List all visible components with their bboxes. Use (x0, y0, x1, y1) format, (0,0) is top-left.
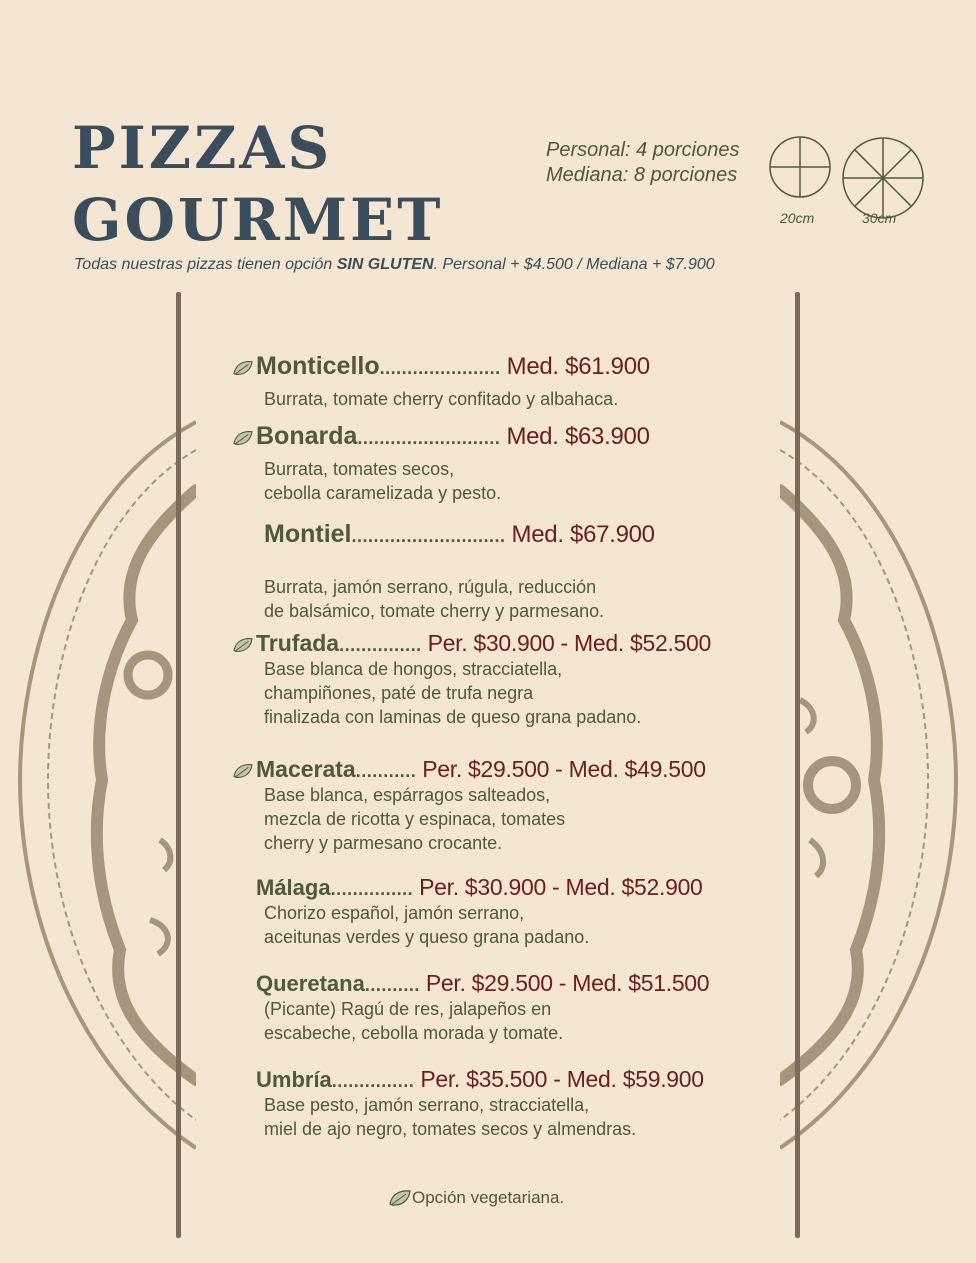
menu-item-header (230, 520, 790, 549)
gluten-free-note (74, 256, 715, 274)
description-line: aceitunas verdes y queso grana padano. (264, 927, 590, 947)
menu-item-header (230, 756, 790, 783)
menu-item-header (230, 630, 790, 657)
menu-item-header (230, 422, 790, 451)
menu-item (230, 874, 790, 949)
description-line: Base blanca, espárragos salteados, (264, 785, 551, 805)
pizza-price: Med. $61.900 (506, 353, 650, 380)
pizza-name: Bonarda (256, 422, 358, 450)
leaf-icon (388, 1188, 412, 1208)
pizza-name: Trufada (256, 630, 340, 656)
description-line: Burrata, tomates secos, (264, 459, 455, 479)
dot-leader: ........... (355, 761, 417, 781)
menu-item (230, 630, 790, 729)
dot-leader: ............... (331, 1071, 415, 1091)
pizza-description (264, 997, 790, 1045)
menu-item (230, 756, 790, 855)
menu-item (230, 970, 790, 1045)
description-line: Burrata, jamón serrano, rúgula, reducción (264, 577, 597, 597)
pizza-description (264, 657, 790, 729)
dot-leader: ............................ (351, 526, 506, 546)
vegetarian-legend (388, 1188, 564, 1208)
menu-item (230, 1066, 790, 1141)
pizza-name: Montiel (264, 520, 352, 548)
left-divider-line (176, 292, 181, 1238)
mediana-portions: Mediana: 8 porciones (546, 164, 738, 186)
description-line: cherry y parmesano crocante. (264, 833, 503, 853)
pizza-name: Málaga (256, 875, 331, 900)
gluten-note-highlight: SIN GLUTEN (336, 256, 434, 273)
gluten-note-suffix: . Personal + $4.500 / Mediana + $7.900 (433, 256, 715, 273)
pizza-sketch-right (780, 420, 976, 1150)
pizza-sketch-left (0, 420, 196, 1150)
description-line: Burrata, tomate cherry confitado y albahaca. (264, 389, 619, 409)
pizza-name: Umbría (256, 1067, 332, 1092)
pizza-price: Per. $29.500 - Med. $51.500 (425, 970, 710, 996)
pizza-description (264, 457, 790, 505)
description-line: champiñones, paté de trufa negra (264, 683, 534, 703)
pizza-description (264, 387, 790, 411)
personal-portions: Personal: 4 porciones (546, 139, 740, 161)
pizza-8-slices-icon (840, 135, 926, 221)
legend-label: Opción vegetariana. (412, 1188, 565, 1207)
pizza-description (264, 1093, 790, 1141)
pizza-name: Monticello (256, 352, 380, 380)
pizza-description (264, 901, 790, 949)
description-line: de balsámico, tomate cherry y parmesano. (264, 601, 605, 621)
dot-leader: ............... (330, 879, 414, 899)
description-line: Base blanca de hongos, stracciatella, (264, 659, 563, 679)
pizza-price: Per. $30.900 - Med. $52.500 (427, 630, 712, 656)
menu-item (230, 352, 790, 411)
pizza-description (264, 575, 790, 623)
pizza-price: Med. $63.900 (506, 423, 650, 450)
menu-item-header (230, 352, 790, 381)
large-size-label: 30cm (862, 210, 897, 226)
leaf-icon (232, 636, 256, 656)
pizza-price: Per. $29.500 - Med. $49.500 (422, 756, 706, 782)
title-line-1: PIZZAS (72, 114, 333, 182)
small-size-label: 20cm (780, 210, 815, 226)
menu-item-header (230, 874, 790, 901)
leaf-icon (232, 359, 256, 379)
leaf-icon (232, 762, 256, 782)
menu-item-header (230, 970, 790, 997)
right-divider-line (795, 292, 800, 1238)
description-line: cebolla caramelizada y pesto. (264, 483, 502, 503)
description-line: Chorizo español, jamón serrano, (264, 903, 525, 923)
description-line: escabeche, cebolla morada y tomate. (264, 1023, 564, 1043)
pizza-name: Queretana (256, 971, 365, 996)
title-line-2: GOURMET (72, 186, 444, 254)
description-line: miel de ajo negro, tomates secos y almendras. (264, 1119, 637, 1139)
portion-info (546, 138, 739, 188)
dot-leader: .......................... (357, 428, 501, 448)
description-line: finalizada con laminas de queso grana padano. (264, 707, 642, 727)
pizza-price: Per. $35.500 - Med. $59.900 (420, 1066, 704, 1092)
description-line: (Picante) Ragú de res, jalapeños en (264, 999, 552, 1019)
leaf-icon (232, 429, 256, 449)
menu-item-header (230, 1066, 790, 1093)
gluten-note-prefix: Todas nuestras pizzas tienen opción (74, 256, 337, 273)
pizza-price: Per. $30.900 - Med. $52.900 (419, 874, 703, 900)
pizza-name: Macerata (256, 756, 356, 782)
dot-leader: .......... (364, 975, 420, 995)
description-line: mezcla de ricotta y espinaca, tomates (264, 809, 566, 829)
dot-leader: ...................... (379, 358, 501, 378)
pizza-description (264, 783, 790, 855)
pizza-price: Med. $67.900 (511, 521, 655, 548)
pizza-4-slices-icon (768, 135, 832, 199)
menu-item (230, 520, 790, 623)
menu-item (230, 422, 790, 505)
page-title (72, 112, 443, 256)
dot-leader: ............... (339, 635, 422, 655)
description-line: Base pesto, jamón serrano, stracciatella, (264, 1095, 590, 1115)
